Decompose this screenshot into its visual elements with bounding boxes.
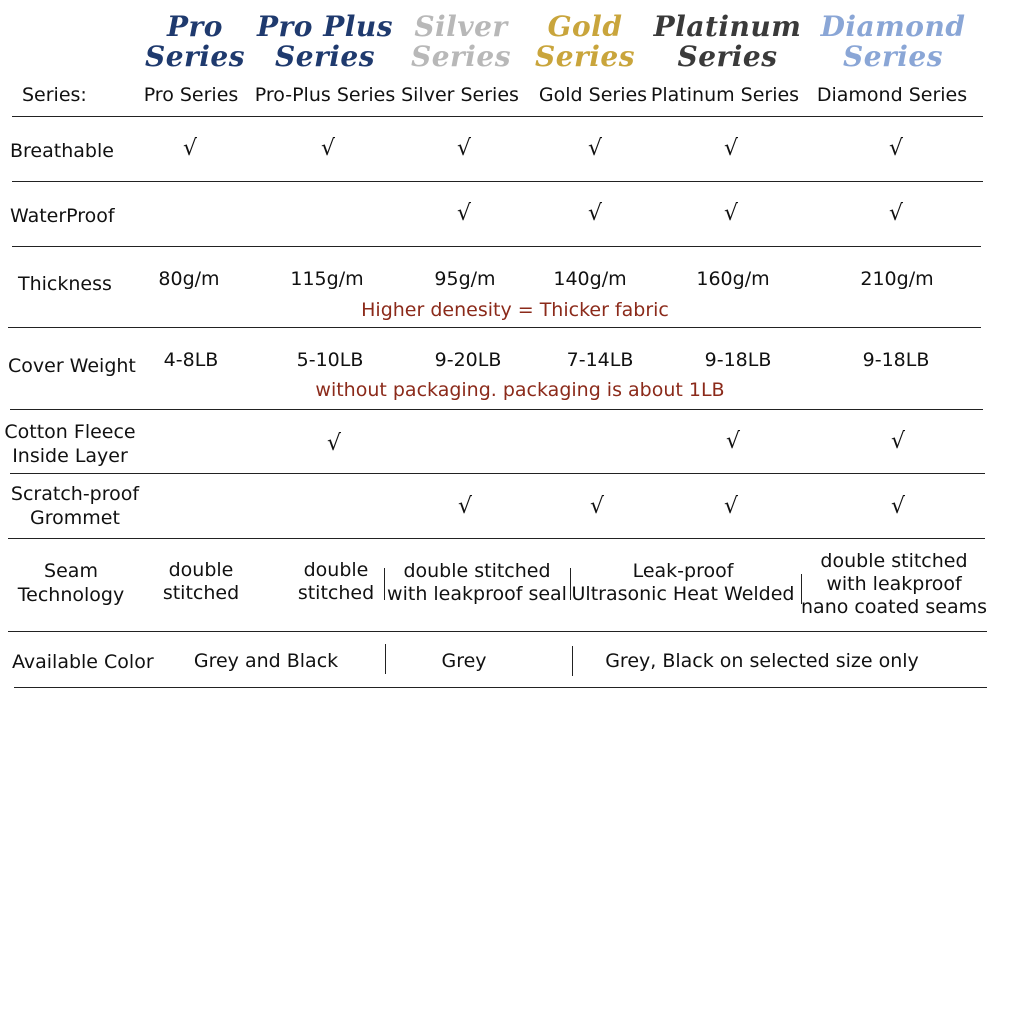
- row-divider: [12, 246, 981, 247]
- column-separator: [572, 646, 573, 676]
- color-group-silver: Grey: [441, 650, 487, 672]
- weight-diamond: 9-18LB: [862, 349, 930, 371]
- logo-line: Diamond: [820, 10, 966, 43]
- thickness-gold: 140g/m: [553, 268, 627, 290]
- seam-line: stitched: [162, 582, 240, 604]
- thickness-platinum: 160g/m: [696, 268, 770, 290]
- row-label-cotton-fleece: [4, 420, 135, 468]
- seam-line: with leakproof: [826, 573, 962, 595]
- logo-line: Pro Plus: [256, 10, 394, 43]
- row-label-scratch-proof: [11, 482, 139, 530]
- seam-line: double: [168, 559, 234, 581]
- check-breathable-platinum: √: [723, 136, 739, 161]
- logo-line: Platinum: [653, 10, 802, 43]
- row-divider: [8, 327, 981, 328]
- seam-pro-plus: [298, 559, 374, 605]
- thickness-note: Higher denesity = Thicker fabric: [361, 299, 669, 321]
- row-divider: [10, 473, 985, 474]
- row-label-line: Technology: [17, 584, 125, 606]
- logo-line: Series: [144, 40, 245, 73]
- logo-silver-series: [402, 12, 520, 72]
- check-breathable-pro: √: [182, 136, 198, 161]
- check-waterproof-platinum: √: [723, 201, 739, 226]
- row-label-line: Scratch-proof: [10, 483, 140, 505]
- seam-diamond: [801, 550, 987, 619]
- row-divider: [12, 116, 983, 117]
- header-diamond: Diamond Series: [816, 84, 968, 106]
- row-label-thickness: Thickness: [18, 273, 112, 295]
- thickness-pro-plus: 115g/m: [290, 268, 364, 290]
- logo-line: Series: [534, 40, 635, 73]
- weight-pro-plus: 5-10LB: [296, 349, 364, 371]
- row-divider: [8, 631, 987, 632]
- check-grommet-platinum: √: [723, 494, 739, 519]
- header-platinum: Platinum Series: [650, 84, 800, 106]
- check-fleece-pro-plus: √: [326, 431, 342, 456]
- row-label-cover-weight: Cover Weight: [8, 355, 136, 377]
- seam-line: double stitched: [403, 560, 551, 582]
- check-fleece-platinum: √: [725, 429, 741, 454]
- row-label-seam: [18, 559, 124, 607]
- check-waterproof-silver: √: [456, 201, 472, 226]
- logo-pro-plus-series: [250, 12, 400, 72]
- logo-line: Silver: [414, 10, 508, 43]
- column-separator: [385, 644, 386, 674]
- seam-line: stitched: [297, 582, 375, 604]
- logo-line: Series: [677, 40, 778, 73]
- check-grommet-diamond: √: [890, 494, 906, 519]
- thickness-diamond: 210g/m: [860, 268, 934, 290]
- header-label: Series:: [22, 84, 87, 106]
- thickness-pro: 80g/m: [158, 268, 220, 290]
- logo-pro-series: [140, 12, 250, 72]
- seam-line: double: [303, 559, 369, 581]
- check-breathable-silver: √: [456, 136, 472, 161]
- row-label-available-color: Available Color: [12, 651, 154, 673]
- check-grommet-silver: √: [457, 494, 473, 519]
- row-label-breathable: Breathable: [10, 140, 114, 162]
- seam-gold-platinum: [572, 560, 795, 606]
- seam-pro: [163, 559, 239, 605]
- thickness-silver: 95g/m: [434, 268, 496, 290]
- logo-line: Series: [842, 40, 943, 73]
- logo-platinum-series: [645, 12, 810, 72]
- check-breathable-diamond: √: [888, 136, 904, 161]
- check-fleece-diamond: √: [890, 429, 906, 454]
- row-divider: [10, 409, 983, 410]
- color-group-pro: Grey and Black: [193, 650, 339, 672]
- check-grommet-gold: √: [589, 494, 605, 519]
- logo-line: Gold: [547, 10, 623, 43]
- weight-pro: 4-8LB: [163, 349, 219, 371]
- seam-line: double stitched: [820, 550, 968, 572]
- seam-silver: [387, 560, 567, 606]
- header-gold: Gold Series: [538, 84, 648, 106]
- weight-gold: 7-14LB: [566, 349, 634, 371]
- check-breathable-gold: √: [587, 136, 603, 161]
- weight-platinum: 9-18LB: [704, 349, 772, 371]
- color-group-gold-diamond: Grey, Black on selected size only: [605, 650, 919, 672]
- logo-line: Series: [274, 40, 375, 73]
- row-label-line: Inside Layer: [12, 445, 128, 467]
- row-label-line: Cotton Fleece: [4, 421, 136, 443]
- cover-weight-note: without packaging. packaging is about 1LB: [315, 379, 725, 401]
- row-label-line: Grommet: [30, 507, 120, 529]
- seam-line: nano coated seams: [801, 596, 987, 618]
- row-divider: [8, 538, 985, 539]
- header-pro-plus: Pro-Plus Series: [254, 84, 396, 106]
- header-silver: Silver Series: [401, 84, 519, 106]
- seam-line: with leakproof seal: [387, 583, 567, 605]
- check-waterproof-gold: √: [587, 201, 603, 226]
- column-separator: [384, 568, 385, 600]
- logo-line: Pro: [167, 10, 223, 43]
- row-divider: [14, 687, 987, 688]
- row-label-waterproof: WaterProof: [10, 205, 115, 227]
- check-waterproof-diamond: √: [888, 201, 904, 226]
- check-breathable-pro-plus: √: [320, 136, 336, 161]
- logo-line: Series: [410, 40, 511, 73]
- seam-line: Ultrasonic Heat Welded: [571, 583, 795, 605]
- row-divider: [12, 181, 983, 182]
- seam-line: Leak-proof: [632, 560, 734, 582]
- weight-silver: 9-20LB: [434, 349, 502, 371]
- logo-diamond-series: [808, 12, 978, 72]
- logo-gold-series: [530, 12, 640, 72]
- header-pro: Pro Series: [143, 84, 239, 106]
- row-label-line: Seam: [44, 560, 98, 582]
